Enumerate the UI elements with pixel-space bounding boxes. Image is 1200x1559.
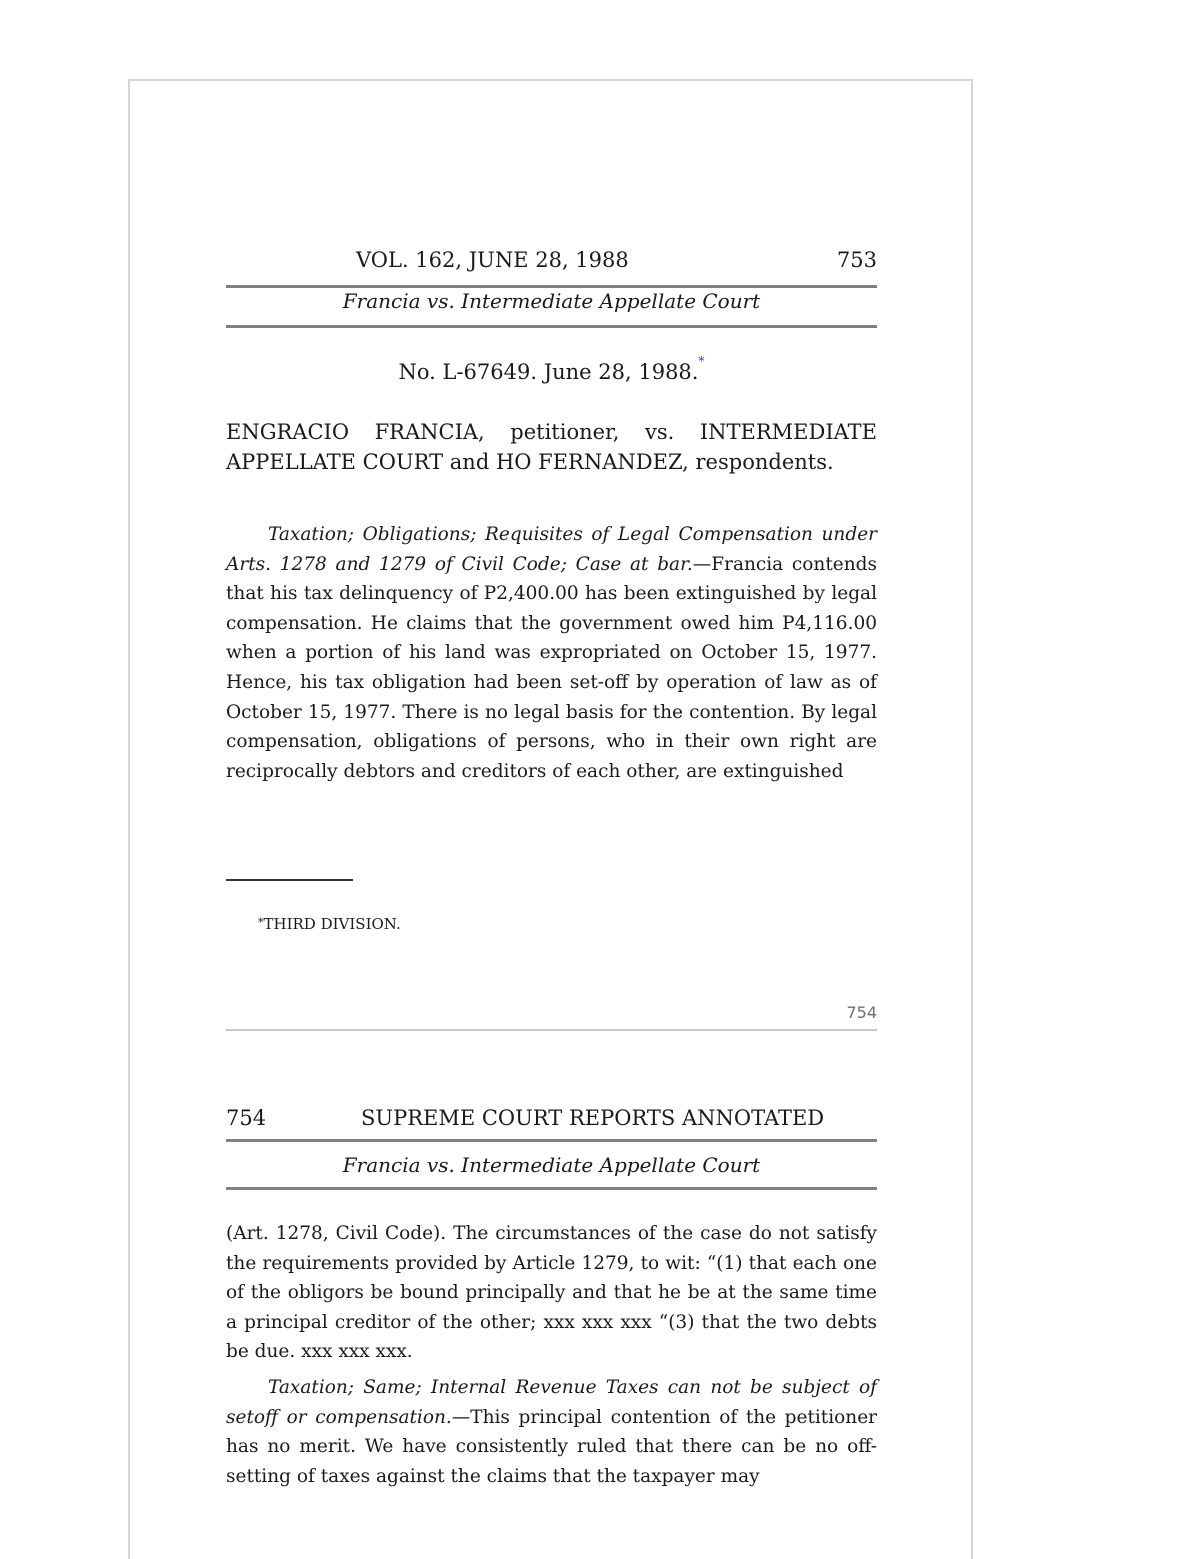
footnote-marker: * [258,916,264,929]
footnote-link[interactable]: * [698,354,705,368]
footnote [258,915,401,933]
case-parties: ENGRACIO FRANCIA, petitioner, vs. INTERMEDIATE APPELLATE COURT and HO FERNANDEZ, respondents. [226,420,877,474]
body-paragraph-1: (Art. 1278, Civil Code). The circumstances of the case do not satisfy the requirements provided by Article 1279, to wit: “(1) that each one of the obligors be bound principally and that he be at the same time a principal creditor of the other; xxx xxx xxx “(3) that the two debts be due. xxx xxx xxx. [226,1223,877,1363]
header-rule-bottom [226,325,877,328]
footnote-text: THIRD DIVISION. [263,915,401,933]
body-block-754 [226,1219,877,1491]
header-rule-bottom-754 [226,1187,877,1190]
page-separator [226,1029,877,1031]
running-header-754 [226,1106,877,1136]
case-title-header: Francia vs. Intermediate Appellate Court [342,289,761,313]
syllabus-heading-1: Taxation; Obligations; Requisites of Legal Compensation under Arts. 1278 and 1279 of Civil Code; Case at bar. [226,524,877,575]
syllabus-paragraph-2 [226,1373,877,1491]
syllabus-paragraph-1 [226,520,877,786]
page-number-754: 754 [226,1106,267,1130]
page-break-number: 754 [846,1003,877,1022]
syllabus-body-2: —This principal contention of the petitioner has no merit. We have consistently ruled that there can be no off-setting of taxes against the claims that the taxpayer may [226,1406,878,1487]
header-rule-top [226,285,877,288]
footnote-rule [226,879,353,881]
case-number: No. L-67649. June 28, 1988.* [398,354,705,384]
syllabus-heading-2: Taxation; Same; Internal Revenue Taxes can not be subject of setoff or compensation. [226,1376,877,1428]
case-title-header-754: Francia vs. Intermediate Appellate Court [342,1153,761,1177]
reporter-title: SUPREME COURT REPORTS ANNOTATED [361,1106,825,1130]
syllabus-body-1: —Francia contends that his tax delinquency of P2,400.00 has been extinguished by legal compensation. He claims that the government owed him P4,116.00 when a portion of his land was expropriated on October 15, 1977. Hence, his tax obligation had been set-off by operation of law as of October 15, 1977. There is no legal basis for the contention. By legal compensation, obligations of persons, who in their own right are reciprocally debtors and creditors of each other, are extinguished [226,553,877,782]
header-rule-top-754 [226,1139,877,1142]
page-number-753: 753 [836,248,877,272]
syllabus-block-1 [226,520,877,786]
volume-date: VOL. 162, JUNE 28, 1988 [356,248,629,272]
running-header-753 [226,248,877,278]
